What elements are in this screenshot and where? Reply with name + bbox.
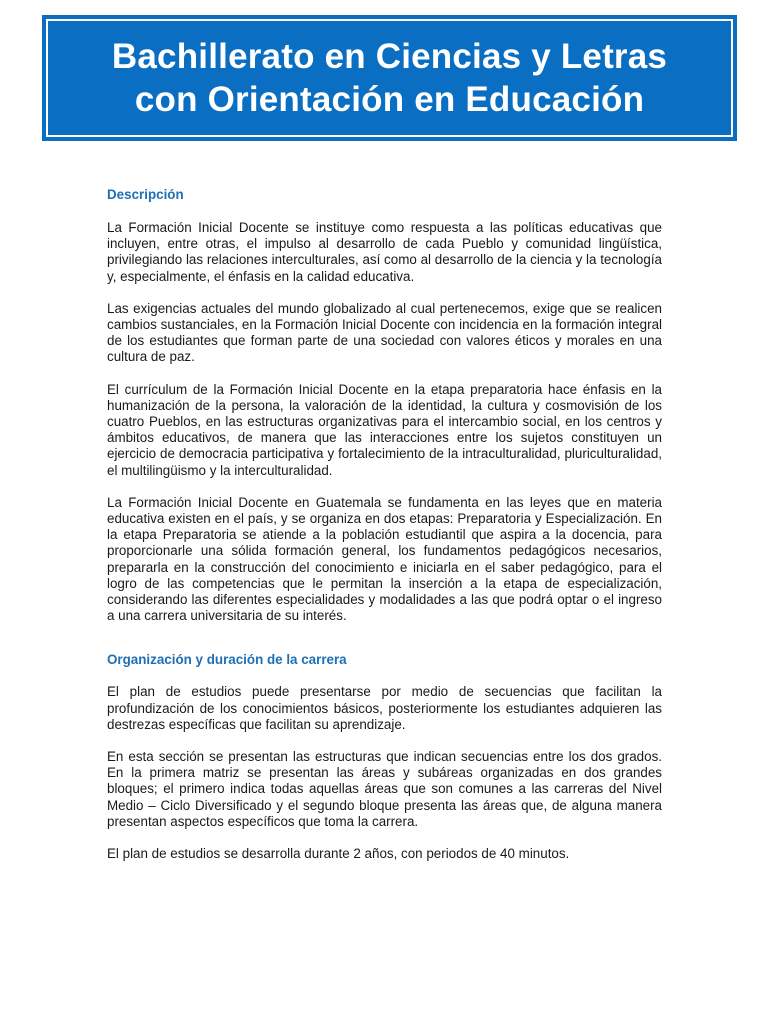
paragraph-descripcion-3: El currículum de la Formación Inicial Docente en la etapa preparatoria hace énfasis en la humanización de la persona, la valoración de la identidad, la cultura y cosmovisión de los cuatro Pueblos, en las estructuras organizativas para el intercambio social, en los centros y ámbitos educativos, de manera que las interacciones entre los sujetos constituyen un ejercicio de democracia participativa y fortalecimiento de la intraculturalidad, pluriculturalidad, el multilingüismo y la interculturalidad.: [107, 381, 662, 478]
title-line-2: con Orientación en Educación: [134, 80, 645, 119]
paragraph-organizacion-2: En esta sección se presentan las estructuras que indican secuencias entre los dos grados. En la primera matriz se presentan las áreas y subáreas organizadas en dos grandes bloques; el primero indica todas aquellas áreas que son comunes a las carreras del Nivel Medio – Ciclo Diversificado y el segundo bloque presenta las áreas que, de alguna manera presentan aspectos específicos que toma la carrera.: [107, 749, 662, 829]
document-body: [107, 186, 662, 862]
paragraph-descripcion-2: Las exigencias actuales del mundo globalizado al cual pertenecemos, exige que se realicen cambios sustanciales, en la Formación Inicial Docente con incidencia en la formación integral de los estudiantes que forman parte de una sociedad con valores éticos y morales en una cultura de paz.: [107, 300, 662, 365]
paragraph-descripcion-1: La Formación Inicial Docente se instituye como respuesta a las políticas educativas que incluyen, entre otras, el impulso al desarrollo de cada Pueblo y comunidad lingüística, privilegiando las relaciones interculturales, así como al desarrollo de la ciencia y la tecnología y, especialmente, el énfasis en la calidad educativa.: [107, 220, 662, 284]
title-banner: [42, 15, 737, 141]
title-banner-frame: [46, 19, 733, 137]
paragraph-descripcion-4: La Formación Inicial Docente en Guatemala se fundamenta en las leyes que en materia educativa existen en el país, y se organiza en dos etapas: Preparatoria y Especialización. En la etapa Preparatoria se atiende a la población estudiantil que aspira a la docencia, para proporcionarle una sólida formación general, los fundamentos pedagógicos necesarios, prepararla en la construcción del conocimiento e iniciarla en el saber pedagógico, para el logro de las competencias que le permitan la inserción a la etapa de especialización, considerando las diferentes especialidades y modalidades a las que podrá optar o el ingreso a una carrera universitaria de su interés.: [107, 494, 662, 624]
paragraph-organizacion-1: El plan de estudios puede presentarse por medio de secuencias que facilitan la profundización de los conocimientos básicos, posteriormente los estudiantes adquieren las destrezas específicas que facilitan su aprendizaje.: [107, 684, 662, 732]
paragraph-organizacion-3: El plan de estudios se desarrolla durante 2 años, con periodos de 40 minutos.: [107, 846, 570, 862]
title-line-1: Bachillerato en Ciencias y Letras: [111, 37, 668, 76]
section-heading-descripcion: Descripción: [107, 187, 184, 202]
section-heading-organizacion: Organización y duración de la carrera: [107, 652, 347, 668]
